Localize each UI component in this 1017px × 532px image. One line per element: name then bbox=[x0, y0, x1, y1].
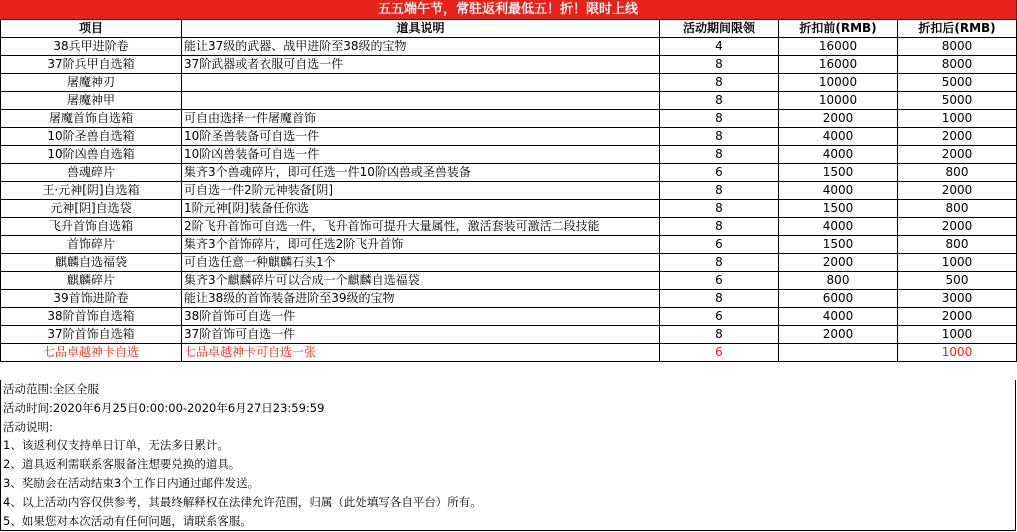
limit-cell: 8 bbox=[660, 218, 779, 236]
item-cell: 39首饰进阶卷 bbox=[1, 290, 182, 308]
item-cell: 屠魔首饰自选箱 bbox=[1, 110, 182, 128]
price-after-cell: 2000 bbox=[898, 146, 1017, 164]
table-row bbox=[1, 92, 1017, 110]
price-after-cell: 1000 bbox=[898, 110, 1017, 128]
header-limit: 活动期间限领 bbox=[660, 20, 779, 38]
price-before-cell: 800 bbox=[779, 272, 898, 290]
limit-cell: 8 bbox=[660, 326, 779, 344]
limit-cell: 8 bbox=[660, 110, 779, 128]
price-after-cell: 800 bbox=[898, 236, 1017, 254]
description-cell: 10阶凶兽装备可自选一件 bbox=[182, 146, 660, 164]
table-row bbox=[1, 200, 1017, 218]
table-row bbox=[1, 344, 1017, 362]
header-row bbox=[1, 20, 1017, 38]
table-row bbox=[1, 290, 1017, 308]
price-before-cell: 1500 bbox=[779, 236, 898, 254]
price-before-cell: 16000 bbox=[779, 56, 898, 74]
description-cell: 集齐3个麒麟碎片可以合成一个麒麟自选福袋 bbox=[182, 272, 660, 290]
description-cell: 集齐3个首饰碎片，即可任选2阶飞升首饰 bbox=[182, 236, 660, 254]
item-cell: 麒麟碎片 bbox=[1, 272, 182, 290]
note-line: 活动时间:2020年6月25日0:00:00-2020年6月27日23:59:59 bbox=[3, 400, 325, 415]
price-before-cell: 1500 bbox=[779, 200, 898, 218]
item-cell: 屠魔神刃 bbox=[1, 74, 182, 92]
note-line: 4、以上活动内容仅供参考，其最终解释权在法律允许范围，归属（此处填写各自平台）所有。 bbox=[3, 494, 482, 509]
limit-cell: 6 bbox=[660, 272, 779, 290]
item-cell: 屠魔神甲 bbox=[1, 92, 182, 110]
item-cell: 飞升首饰自选箱 bbox=[1, 218, 182, 236]
item-cell: 首饰碎片 bbox=[1, 236, 182, 254]
price-before-cell: 4000 bbox=[779, 128, 898, 146]
table-row bbox=[1, 254, 1017, 272]
description-cell: 可自选任意一种麒麟石头1个 bbox=[182, 254, 660, 272]
item-cell: 37阶首饰自选箱 bbox=[1, 326, 182, 344]
price-after-cell: 5000 bbox=[898, 74, 1017, 92]
note-line: 活动范围:全区全服 bbox=[3, 382, 99, 396]
table-row bbox=[1, 308, 1017, 326]
description-cell: 37阶首饰可自选一件 bbox=[182, 326, 660, 344]
price-before-cell: 2000 bbox=[779, 326, 898, 344]
limit-cell: 8 bbox=[660, 92, 779, 110]
description-cell bbox=[182, 92, 660, 110]
description-cell: 能让38级的首饰装备进阶至39级的宝物 bbox=[182, 290, 660, 308]
price-after-cell: 800 bbox=[898, 164, 1017, 182]
note-line: 1、该返利仅支持单日订单，无法多日累计。 bbox=[3, 438, 229, 453]
price-before-cell: 10000 bbox=[779, 74, 898, 92]
header-price-after: 折扣后(RMB) bbox=[898, 20, 1017, 38]
item-cell: 10阶圣兽自选箱 bbox=[1, 128, 182, 146]
price-before-cell: 10000 bbox=[779, 92, 898, 110]
description-cell: 37阶武器或者衣服可自选一件 bbox=[182, 56, 660, 74]
notes-section bbox=[0, 380, 1016, 531]
price-after-cell: 1000 bbox=[898, 344, 1017, 362]
table-row bbox=[1, 218, 1017, 236]
table-row bbox=[1, 110, 1017, 128]
item-cell: 38阶首饰自选箱 bbox=[1, 308, 182, 326]
description-cell: 38阶首饰可自选一件 bbox=[182, 308, 660, 326]
price-after-cell: 500 bbox=[898, 272, 1017, 290]
limit-cell: 8 bbox=[660, 182, 779, 200]
header-price-before: 折扣前(RMB) bbox=[779, 20, 898, 38]
item-cell: 兽魂碎片 bbox=[1, 164, 182, 182]
price-after-cell: 8000 bbox=[898, 56, 1017, 74]
description-cell: 七品卓越神卡可自选一张 bbox=[182, 344, 660, 362]
limit-cell: 6 bbox=[660, 164, 779, 182]
price-after-cell: 2000 bbox=[898, 218, 1017, 236]
item-cell: 37阶兵甲自选箱 bbox=[1, 56, 182, 74]
price-after-cell: 5000 bbox=[898, 92, 1017, 110]
price-before-cell bbox=[779, 344, 898, 362]
price-after-cell: 2000 bbox=[898, 128, 1017, 146]
table-row bbox=[1, 236, 1017, 254]
description-cell bbox=[182, 74, 660, 92]
price-after-cell: 2000 bbox=[898, 308, 1017, 326]
limit-cell: 6 bbox=[660, 308, 779, 326]
note-line: 3、奖励会在活动结束3个工作日内通过邮件发送。 bbox=[3, 475, 260, 490]
price-after-cell: 8000 bbox=[898, 38, 1017, 56]
description-cell: 2阶飞升首饰可自选一件，飞升首饰可提升大量属性，激活套装可激活二段技能 bbox=[182, 218, 660, 236]
item-cell: 王·元神[阴]自选箱 bbox=[1, 182, 182, 200]
limit-cell: 8 bbox=[660, 74, 779, 92]
item-cell: 10阶凶兽自选箱 bbox=[1, 146, 182, 164]
table-row bbox=[1, 74, 1017, 92]
description-cell: 1阶元神[阴]装备任你选 bbox=[182, 200, 660, 218]
price-before-cell: 16000 bbox=[779, 38, 898, 56]
price-before-cell: 4000 bbox=[779, 218, 898, 236]
item-cell: 38兵甲进阶卷 bbox=[1, 38, 182, 56]
price-before-cell: 2000 bbox=[779, 110, 898, 128]
header-description: 道具说明 bbox=[182, 20, 660, 38]
limit-cell: 8 bbox=[660, 254, 779, 272]
price-after-cell: 1000 bbox=[898, 254, 1017, 272]
price-after-cell: 2000 bbox=[898, 182, 1017, 200]
table-row bbox=[1, 38, 1017, 56]
price-after-cell: 800 bbox=[898, 200, 1017, 218]
item-cell: 七品卓越神卡自选 bbox=[1, 344, 182, 362]
table-row bbox=[1, 164, 1017, 182]
banner-title: 五五端午节，常驻返利最低五！折！限时上线 bbox=[0, 0, 1017, 19]
header-item: 项目 bbox=[1, 20, 182, 38]
note-line: 5、如果您对本次活动有任何问题，请联系客服。 bbox=[3, 513, 252, 528]
item-cell: 麒麟自选福袋 bbox=[1, 254, 182, 272]
limit-cell: 8 bbox=[660, 56, 779, 74]
price-after-cell: 3000 bbox=[898, 290, 1017, 308]
limit-cell: 6 bbox=[660, 236, 779, 254]
table-row bbox=[1, 56, 1017, 74]
price-before-cell: 4000 bbox=[779, 308, 898, 326]
table-row bbox=[1, 128, 1017, 146]
description-cell: 可自由选择一件屠魔首饰 bbox=[182, 110, 660, 128]
price-before-cell: 4000 bbox=[779, 182, 898, 200]
rebate-table bbox=[0, 19, 1017, 362]
item-cell: 元神[阴]自选袋 bbox=[1, 200, 182, 218]
description-cell: 10阶圣兽装备可自选一件 bbox=[182, 128, 660, 146]
price-before-cell: 1500 bbox=[779, 164, 898, 182]
limit-cell: 8 bbox=[660, 146, 779, 164]
note-line: 2、道具返利需联系客服备注想要兑换的道具。 bbox=[3, 457, 241, 472]
description-cell: 能让37级的武器、战甲进阶至38级的宝物 bbox=[182, 38, 660, 56]
table-row bbox=[1, 182, 1017, 200]
limit-cell: 8 bbox=[660, 290, 779, 308]
limit-cell: 8 bbox=[660, 200, 779, 218]
table-row bbox=[1, 326, 1017, 344]
price-after-cell: 1000 bbox=[898, 326, 1017, 344]
price-before-cell: 6000 bbox=[779, 290, 898, 308]
price-before-cell: 2000 bbox=[779, 254, 898, 272]
note-line: 活动说明: bbox=[3, 419, 53, 434]
limit-cell: 6 bbox=[660, 344, 779, 362]
description-cell: 可自选一件2阶元神装备[阴] bbox=[182, 182, 660, 200]
price-before-cell: 4000 bbox=[779, 146, 898, 164]
table-row bbox=[1, 146, 1017, 164]
limit-cell: 4 bbox=[660, 38, 779, 56]
table-row bbox=[1, 272, 1017, 290]
limit-cell: 8 bbox=[660, 128, 779, 146]
description-cell: 集齐3个兽魂碎片，即可任选一件10阶凶兽或圣兽装备 bbox=[182, 164, 660, 182]
